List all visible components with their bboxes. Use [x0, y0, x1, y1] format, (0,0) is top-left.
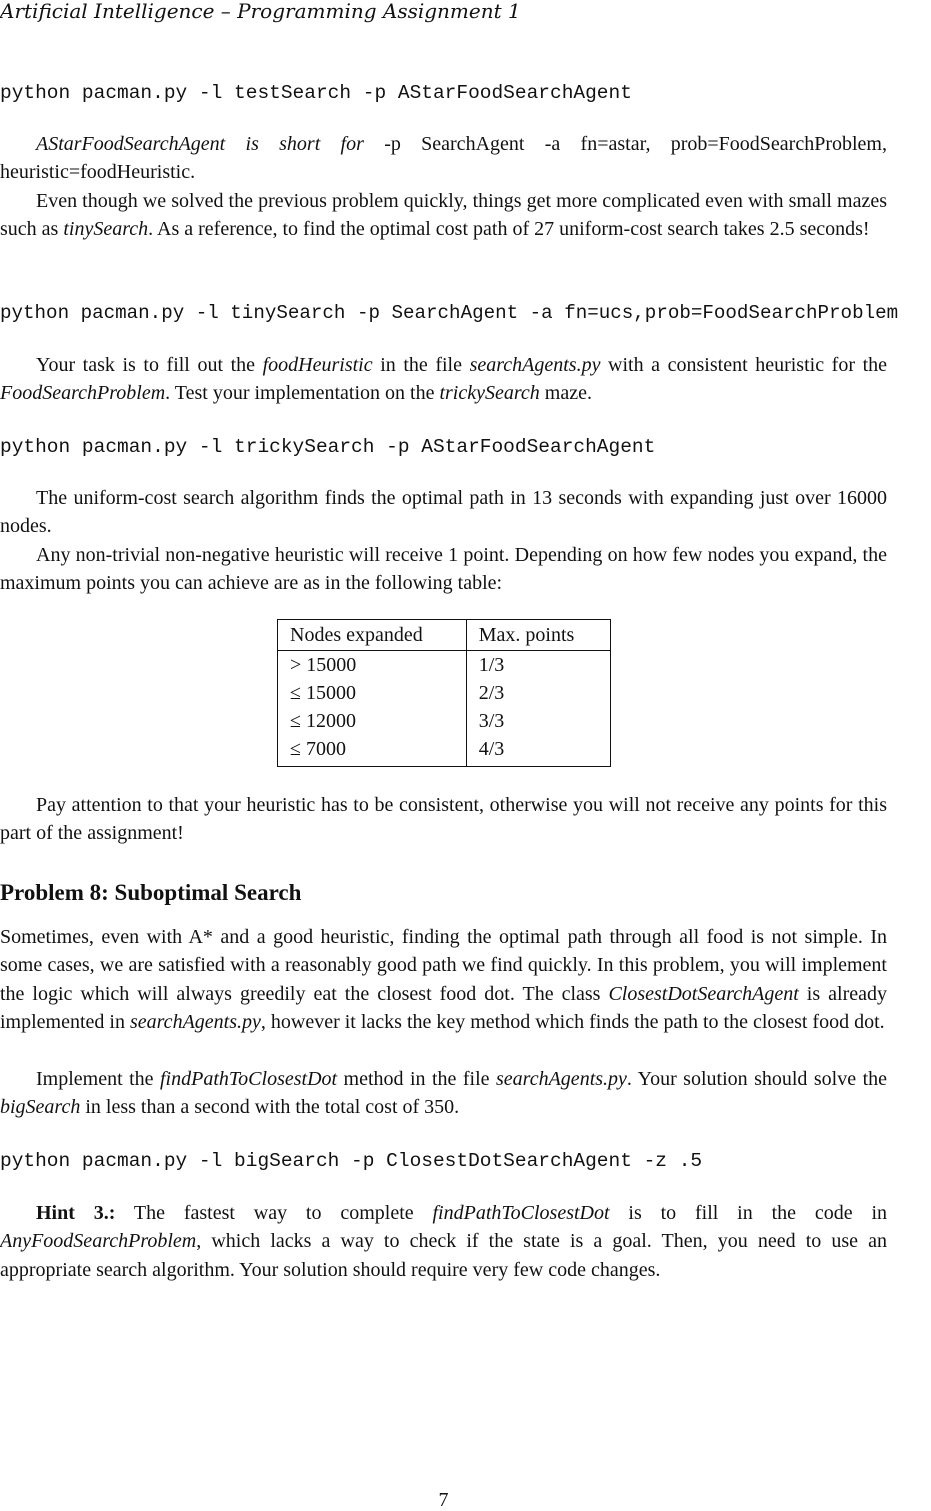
table-cell: ≤ 15000 [278, 679, 467, 707]
file-name: searchAgents.py [129, 1010, 261, 1033]
problem-name: FoodSearchProblem [0, 382, 166, 405]
command-bigsearch: python pacman.py -l bigSearch -p ClosestDotSearchAgent -z .5 [0, 1150, 703, 1172]
file-name: searchAgents.py [496, 1068, 627, 1090]
table-cell: 1/3 [478, 654, 505, 676]
short-for-text: is short for [225, 133, 364, 155]
table-cell: > 15000 [278, 651, 467, 680]
command-tinysearch: python pacman.py -l tinySearch -p SearchAgent -a fn=ucs,prob=FoodSearchProblem [0, 302, 899, 324]
column-header: Nodes expanded [278, 620, 467, 651]
maze-name: tinySearch [63, 218, 149, 241]
paragraph-suboptimal-intro: Sometimes, even with A* and a good heuristic, finding the optimal path through all food is not simple. In some cases, we are satisfied with a reasonably good path we find quickly. In this problem, you will implement the logic which will always greedily eat the closest food dot. The class ClosestDotSearchAgent is already implemented in searchAgents.py, however it lacks the key method which finds the path to the closest food dot. [0, 926, 887, 1033]
table-row [278, 679, 611, 707]
hint-label: Hint 3.: [36, 1202, 116, 1224]
paragraph-astar-agent: AStarFoodSearchAgent is short for -p SearchAgent -a fn=astar, prob=FoodSearchProblem, heuristic=foodHeuristic. [0, 133, 887, 184]
paragraph-implement: Implement the findPathToClosestDot method in the file searchAgents.py. Your solution should solve the bigSearch in less than a second with the total cost of 350. [0, 1068, 888, 1119]
page-number: 7 [438, 1489, 449, 1511]
table-cell: 4/3 [478, 738, 505, 760]
table-row [278, 707, 611, 735]
paragraph-complexity: Even though we solved the previous problem quickly, things get more complicated even with small mazes such as tinySearch. As a reference, to find the optimal cost path of 27 uniform-cost search takes 2.5 seconds! [0, 190, 887, 241]
section-heading: Problem 8: Suboptimal Search [0, 880, 302, 905]
function-name: foodHeuristic [262, 354, 373, 376]
file-name: searchAgents.py [469, 354, 601, 376]
table-row [278, 651, 611, 680]
paragraph-ucs-result: The uniform-cost search algorithm finds the optimal path in 13 seconds with expanding just over 16000 nodes. [0, 487, 887, 538]
paragraph-consistency-warning: Pay attention to that your heuristic has to be consistent, otherwise you will not receive any points for this part of the assignment! [0, 794, 887, 845]
paragraph-hint: Hint 3.: The fastest way to complete findPathToClosestDot is to fill in the code in AnyFoodSearchProblem, which lacks a way to check if the state is a goal. Then, you need to use an appropriate search algorithm. Your solution should require very few code changes. [0, 1202, 887, 1281]
maze-name: trickySearch [439, 382, 540, 405]
maze-name: bigSearch [0, 1096, 81, 1119]
problem-name: AnyFoodSearchProblem [0, 1230, 197, 1253]
paragraph-task: Your task is to fill out the foodHeuristic in the file searchAgents.py with a consistent heuristic for the FoodSearchProblem. Test your implementation on the trickySearch maze. [0, 354, 887, 405]
command-testsearch: python pacman.py -l testSearch -p AStarFoodSearchAgent [0, 82, 632, 104]
method-name: findPathToClosestDot [432, 1202, 610, 1224]
table-header-row [278, 620, 611, 651]
class-name: ClosestDotSearchAgent [608, 982, 799, 1005]
table-cell: ≤ 7000 [278, 735, 467, 767]
table-cell: 2/3 [478, 682, 505, 704]
running-header: Artificial Intelligence – Programming Assignment 1 [0, 0, 521, 23]
table-row [278, 735, 611, 767]
command-trickysearch: python pacman.py -l trickySearch -p AStarFoodSearchAgent [0, 436, 656, 458]
agent-name: AStarFoodSearchAgent [36, 133, 226, 155]
column-header: Max. points [466, 620, 610, 651]
table-cell: 3/3 [478, 710, 505, 732]
paragraph-grading: Any non-trivial non-negative heuristic will receive 1 point. Depending on how few nodes you expand, the maximum points you can achieve are as in the following table: [0, 544, 887, 595]
method-name: findPathToClosestDot [160, 1068, 338, 1090]
points-table [277, 619, 611, 767]
table-cell: ≤ 12000 [278, 707, 467, 735]
